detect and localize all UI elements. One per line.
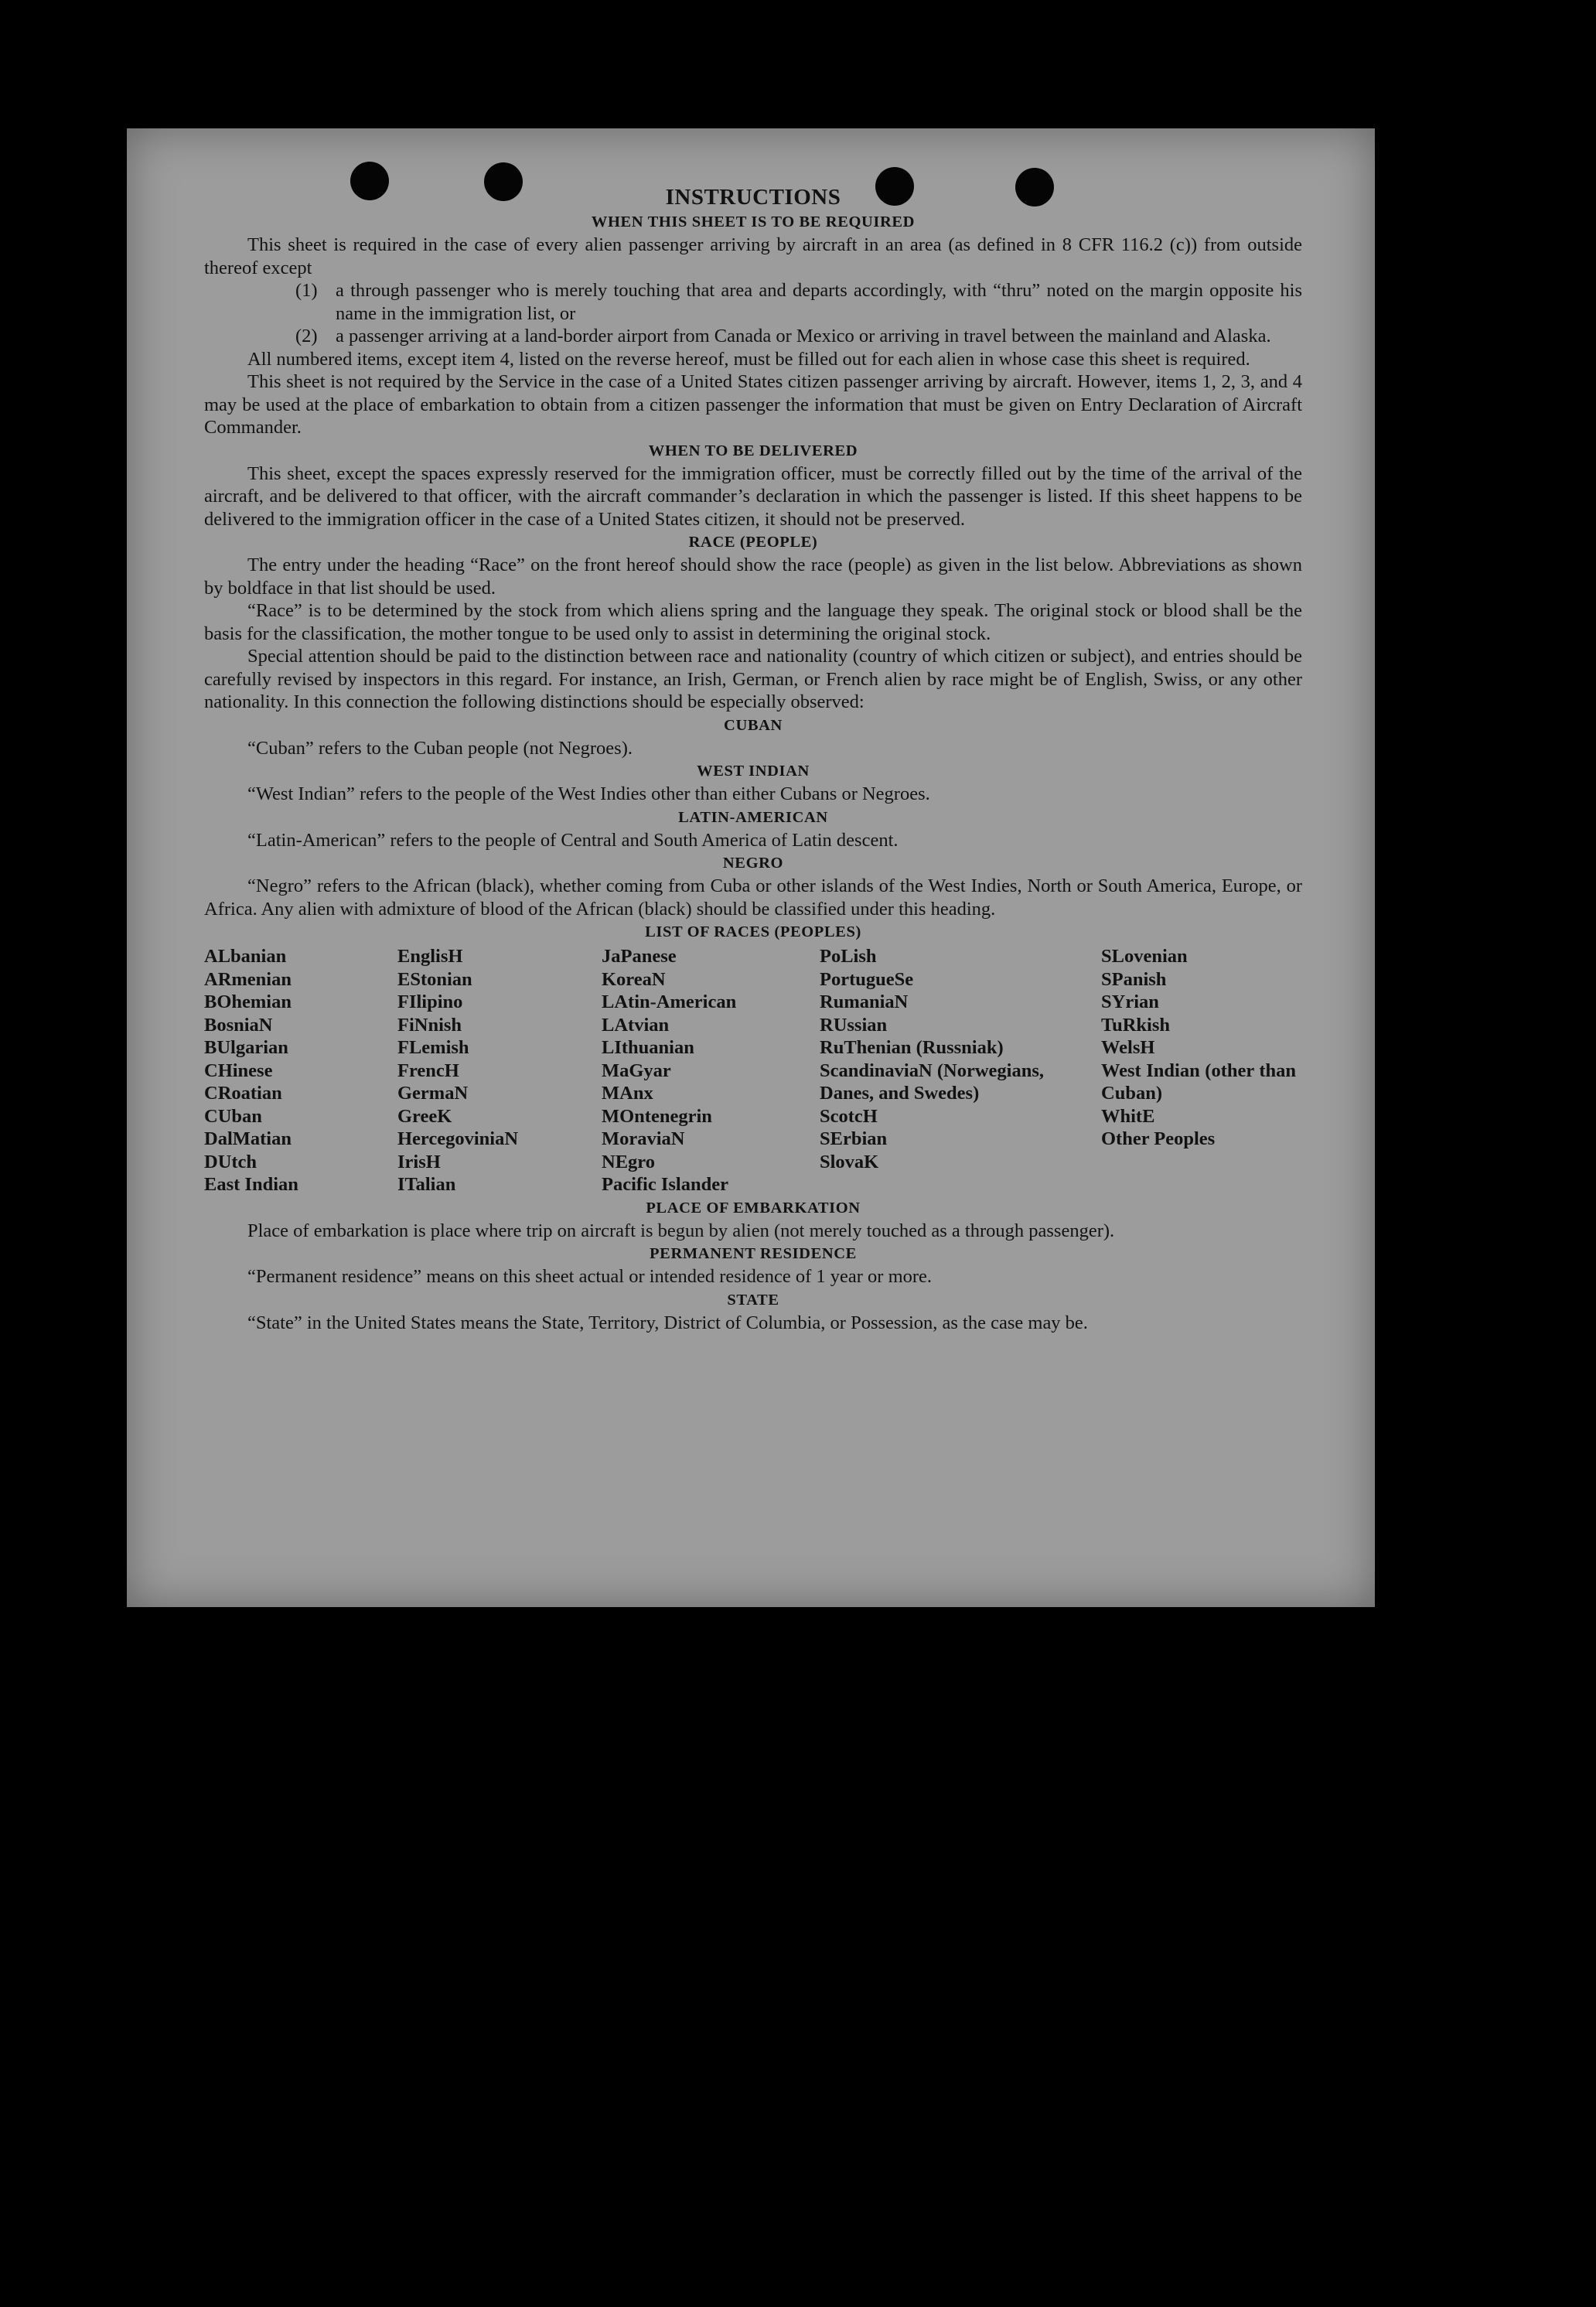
section-heading-west-indian: WEST INDIAN (697, 763, 810, 780)
race-entry: GreeK (397, 1105, 452, 1127)
race-entry: FrencH (397, 1060, 459, 1081)
race-entry: Pacific Islander (602, 1174, 728, 1195)
race-entry: DUtch (204, 1151, 257, 1172)
race-entry: SErbian (820, 1128, 888, 1149)
paragraph: This sheet is required in the case of every alien passenger arriving by aircraft in an area (as defined in 8 CFR 116.2 (c)) from outside thereof except (204, 234, 1302, 278)
race-entry: ARmenian (204, 968, 292, 990)
race-entry: LIthuanian (602, 1037, 694, 1058)
race-column (602, 945, 820, 1196)
race-entry: LAtvian (602, 1014, 670, 1036)
paragraph: “Race” is to be determined by the stock from which aliens spring and the language they speak. The original stock or blood shall be the basis for the classification, the mother tongue to be used only to assist in determining the original stock. (204, 600, 1302, 644)
section-heading-race: RACE (PEOPLE) (688, 534, 818, 551)
race-entry: CRoatian (204, 1083, 282, 1104)
race-column (820, 945, 1101, 1196)
race-entry: ScotcH (820, 1105, 878, 1127)
race-entry: TuRkish (1101, 1014, 1171, 1036)
exception-item (204, 279, 1302, 325)
race-entry: MOntenegrin (602, 1105, 712, 1127)
race-entry: BUlgarian (204, 1037, 288, 1058)
paragraph: The entry under the heading “Race” on the front hereof should show the race (people) as given in the list below. Abbreviations as shown by boldface in that list should be used. (204, 555, 1302, 599)
document-title: INSTRUCTIONS (665, 185, 841, 210)
paragraph: Special attention should be paid to the distinction between race and nationality (country of which citizen or subject), and entries should be carefully revised by inspectors in this regard. For instance, an Irish, German, or French alien by race might be of English, Swiss, or any other nationality. In this connection the following distinctions should be especially observed: (204, 646, 1302, 712)
race-entry: BosniaN (204, 1014, 273, 1036)
paragraph: “Cuban” refers to the Cuban people (not Negroes). (247, 737, 633, 759)
race-entry: BOhemian (204, 991, 292, 1012)
race-entry: RumaniaN (820, 991, 909, 1012)
paragraph: “Permanent residence” means on this sheet actual or intended residence of 1 year or more. (247, 1266, 933, 1287)
paragraph: Place of embarkation is place where trip on aircraft is begun by alien (not merely touched as a through passenger). (247, 1220, 1115, 1241)
paragraph: This sheet is not required by the Service in the case of a United States citizen passenger arriving by aircraft. However, items 1, 2, 3, and 4 may be used at the place of embarkation to obtain from a citizen passenger the information that must be given on Entry Declaration of Aircraft Commander. (204, 371, 1302, 438)
instruction-sheet (127, 128, 1375, 1607)
section-heading-negro: NEGRO (722, 855, 784, 872)
race-list (204, 945, 1302, 1196)
race-entry: East Indian (204, 1174, 298, 1195)
race-entry: KoreaN (602, 968, 666, 990)
race-entry: MoraviaN (602, 1128, 685, 1149)
item-number: (2) (295, 326, 318, 346)
race-entry: FLemish (397, 1037, 469, 1058)
document-body (204, 184, 1302, 1334)
paragraph: “West Indian” refers to the people of the West Indies other than either Cubans or Negroes. (247, 783, 930, 804)
race-entry: ScandinaviaN (Norwegians, Danes, and Swedes) (820, 1060, 1044, 1104)
section-heading-when-required: WHEN THIS SHEET IS TO BE REQUIRED (591, 213, 916, 230)
race-entry: West Indian (other than Cuban) (1101, 1060, 1296, 1104)
race-entry: PoLish (820, 946, 877, 967)
paragraph: This sheet, except the spaces expressly reserved for the immigration officer, must be correctly filled out by the time of the arrival of the aircraft, and be delivered to that officer, with the aircraft commander’s declaration in which the passenger is listed. If this sheet happens to be delivered to the immigration officer in the case of a United States citizen, it should not be preserved. (204, 462, 1302, 530)
race-entry: SPanish (1101, 968, 1167, 990)
race-entry: ITalian (397, 1174, 456, 1195)
paragraph: “Negro” refers to the African (black), whether coming from Cuba or other islands of the West Indies, North or South America, Europe, or Africa. Any alien with admixture of blood of the African (black) should be classified under this heading. (204, 875, 1302, 920)
race-entry: RuThenian (Russniak) (820, 1037, 1004, 1058)
race-entry: FiNnish (397, 1014, 462, 1036)
item-text: a through passenger who is merely touching that area and departs accordingly, with “thru” noted on the margin opposite his name in the immigration list, or (336, 280, 1302, 324)
exception-item (204, 325, 1302, 348)
item-number: (1) (295, 280, 318, 301)
race-entry: IrisH (397, 1151, 441, 1172)
race-entry: LAtin-American (602, 991, 737, 1012)
section-heading-latin-american: LATIN-AMERICAN (678, 808, 828, 826)
race-entry: DalMatian (204, 1128, 292, 1149)
section-heading-place-of-embarkation: PLACE OF EMBARKATION (646, 1199, 861, 1217)
race-entry: JaPanese (602, 946, 677, 967)
race-entry: MAnx (602, 1083, 653, 1104)
section-heading-cuban: CUBAN (724, 716, 783, 734)
section-heading-permanent-residence: PERMANENT RESIDENCE (650, 1245, 857, 1262)
race-entry: Other Peoples (1101, 1128, 1216, 1149)
race-entry: NEgro (602, 1151, 655, 1172)
race-entry: RUssian (820, 1014, 888, 1036)
race-entry: PortugueSe (820, 968, 914, 990)
race-entry: WelsH (1101, 1037, 1155, 1058)
race-entry: SYrian (1101, 991, 1159, 1012)
race-entry: WhitE (1101, 1105, 1155, 1127)
race-entry: CHinese (204, 1060, 273, 1081)
race-column (204, 945, 397, 1196)
race-entry: EStonian (397, 968, 472, 990)
section-heading-when-delivered: WHEN TO BE DELIVERED (648, 442, 858, 459)
race-entry: GermaN (397, 1083, 469, 1104)
race-entry: EnglisH (397, 946, 463, 967)
race-entry: SlovaK (820, 1151, 879, 1172)
race-entry: CUban (204, 1105, 262, 1127)
race-column (397, 945, 602, 1196)
race-entry: HercegoviniaN (397, 1128, 519, 1149)
race-entry: SLovenian (1101, 946, 1188, 967)
section-heading-state: STATE (727, 1291, 779, 1309)
paragraph: “State” in the United States means the State, Territory, District of Columbia, or Possession, as the case may be. (247, 1312, 1088, 1333)
race-entry: MaGyar (602, 1060, 671, 1081)
item-text: a passenger arriving at a land-border airport from Canada or Mexico or arriving in travel between the mainland and Alaska. (336, 326, 1271, 346)
race-entry: ALbanian (204, 946, 287, 967)
paragraph: All numbered items, except item 4, listed on the reverse hereof, must be filled out for each alien in whose case this sheet is required. (247, 348, 1250, 370)
race-entry: FIlipino (397, 991, 463, 1012)
paragraph: “Latin-American” refers to the people of Central and South America of Latin descent. (247, 829, 899, 851)
race-column (1101, 945, 1302, 1196)
section-heading-list-of-races: LIST OF RACES (PEOPLES) (645, 923, 861, 940)
